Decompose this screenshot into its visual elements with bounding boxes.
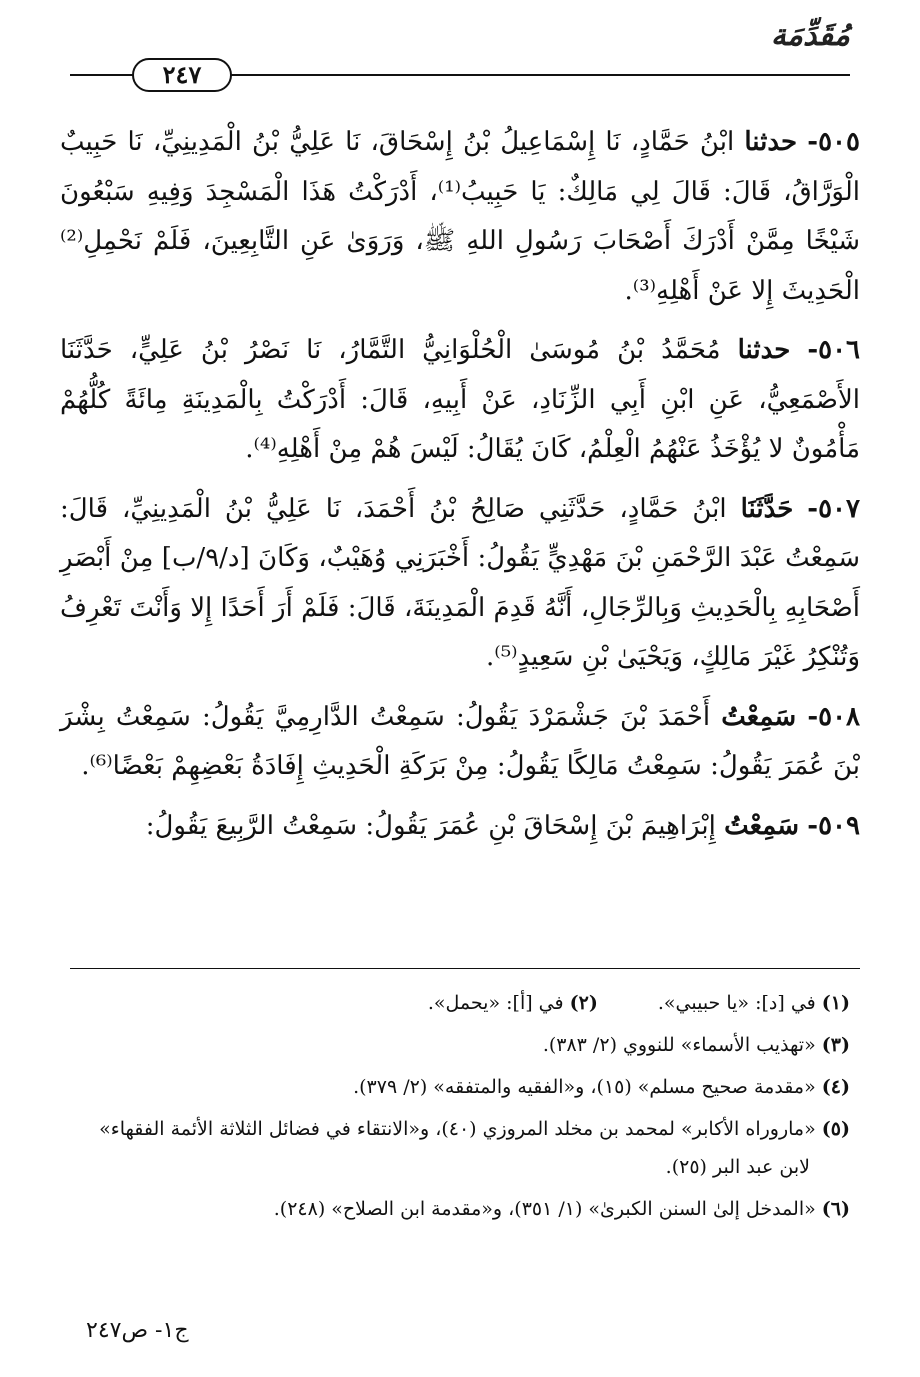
footnote-number: (٦) bbox=[821, 1198, 850, 1220]
narration-509 bbox=[60, 802, 860, 852]
footnote-text: «مقدمة صحيح مسلم» (١٥)، و«الفقيه والمتفقه» (٢/ ٣٧٩). bbox=[353, 1076, 816, 1098]
narration-lead: حَدَّثَنَا bbox=[740, 493, 794, 524]
running-title: مُقَدِّمَة bbox=[770, 18, 850, 53]
footnotes bbox=[60, 984, 850, 1232]
narration-number: ٥٠٧- bbox=[807, 493, 860, 524]
footnote-number: (٢) bbox=[569, 992, 598, 1014]
narration-body: مُحَمَّدُ بْنُ مُوسَىٰ الْحُلْوَانِيُّ التَّمَّارُ، نَا نَصْرُ بْنُ عَلِيٍّ، حَدَّثَنَا الأَصْمَعِيُّ، عَنِ ابْنِ أَبِي الزِّنَادِ، عَنْ أَبِيهِ، قَالَ: أَدْرَكْتُ بِالْمَدِينَةِ مِائَةً كُلُّهُمْ مَأْمُونٌ لا يُؤْخَذُ عَنْهُمُ الْعِلْمُ، كَانَ يُقَالُ: لَيْسَ هُمْ مِنْ أَهْلِهِ⁽⁴⁾. bbox=[60, 335, 860, 464]
narration-body: إِبْرَاهِيمَ بْنَ إِسْحَاقَ بْنِ عُمَرَ يَقُولُ: سَمِعْتُ الرَّبِيعَ يَقُولُ: bbox=[145, 810, 716, 841]
narration-506 bbox=[60, 326, 860, 475]
main-text bbox=[60, 118, 860, 861]
narration-number: ٥٠٥- bbox=[807, 127, 860, 157]
narration-number: ٥٠٩- bbox=[807, 810, 860, 841]
footnote-number: (١) bbox=[821, 992, 850, 1014]
narration-lead: حدثنا bbox=[744, 127, 798, 157]
footnote-2 bbox=[428, 984, 598, 1022]
footnote-text: في [د]: «يا حبيبي». bbox=[657, 992, 816, 1014]
footnote-text: «تهذيب الأسماء» للنووي (٢/ ٣٨٣). bbox=[542, 1034, 816, 1056]
narration-lead: سَمِعْتُ bbox=[724, 810, 800, 841]
footnote-3 bbox=[60, 1026, 850, 1064]
narration-505 bbox=[60, 118, 860, 316]
footnote-text: في [أ]: «يحمل». bbox=[427, 992, 564, 1014]
narration-lead: سَمِعْتُ bbox=[721, 701, 797, 732]
footnote-number: (٤) bbox=[821, 1076, 850, 1098]
page-number-badge: ٢٤٧ bbox=[132, 58, 232, 92]
narration-508 bbox=[60, 693, 860, 792]
footnote-text: «المدخل إلىٰ السنن الكبرىٰ» (١/ ٣٥١)، و«مقدمة ابن الصلاح» (٢٤٨). bbox=[273, 1198, 816, 1220]
narration-507 bbox=[60, 485, 860, 683]
footnote-5 bbox=[60, 1110, 850, 1186]
footnote-6 bbox=[60, 1190, 850, 1228]
footnote-text-continued: لابن عبد البر (٢٥). bbox=[665, 1156, 810, 1178]
narration-lead: حدثنا bbox=[737, 335, 791, 365]
narration-number: ٥٠٨- bbox=[807, 701, 861, 732]
footnote-separator bbox=[70, 968, 860, 969]
narration-body: أَحْمَدَ بْنَ جَشْمَرْدَ يَقُولُ: سَمِعْتُ الدَّارِمِيَّ يَقُولُ: سَمِعْتُ بِشْرَ بْنَ عُمَرَ يَقُولُ: سَمِعْتُ مَالِكًا يَقُولُ: مِنْ بَرَكَةِ الْحَدِيثِ إِفَادَةُ بَعْضِهِمْ بَعْضًا⁽⁶⁾. bbox=[60, 701, 860, 781]
footnote-row bbox=[60, 984, 850, 1026]
footnote-text: «ماروراه الأكابر» لمحمد بن مخلد المروزي (٤٠)، و«الانتقاء في فضائل الثلاثة الأئمة الفقهاء» bbox=[99, 1118, 816, 1140]
footnote-4 bbox=[60, 1068, 850, 1106]
footnote-number: (٥) bbox=[821, 1118, 850, 1140]
folio-reference: ج١- ص٢٤٧ bbox=[86, 1318, 189, 1343]
footnote-1 bbox=[658, 984, 850, 1022]
footnote-number: (٣) bbox=[821, 1034, 850, 1056]
narration-body: ابْنُ حَمَّادٍ، نَا إِسْمَاعِيلُ بْنُ إِسْحَاقَ، نَا عَلِيُّ بْنُ الْمَدِينِيِّ، نَا حَبِيبٌ الْوَرَّاقُ، قَالَ: قَالَ لِي مَالِكٌ: يَا حَبِيبُ⁽¹⁾، أَدْرَكْتُ هَذَا الْمَسْجِدَ وَفِيهِ سَبْعُونَ شَيْخًا مِمَّنْ أَدْرَكَ أَصْحَابَ رَسُولِ اللهِ ﷺ، وَرَوَىٰ عَنِ التَّابِعِينَ، فَلَمْ نَحْمِلِ⁽²⁾ الْحَدِيثَ إِلا عَنْ أَهْلِهِ⁽³⁾. bbox=[60, 127, 861, 306]
narration-body: ابْنُ حَمَّادٍ، حَدَّثَنِي صَالِحُ بْنُ أَحْمَدَ، نَا عَلِيُّ بْنُ الْمَدِينِيِّ، قَالَ: سَمِعْتُ عَبْدَ الرَّحْمَنِ بْنَ مَهْدِيٍّ يَقُولُ: أَخْبَرَنِي وُهَيْبٌ، وَكَانَ [د/٩/ب] مِنْ أَبْصَرِ أَصْحَابِهِ بِالْحَدِيثِ وَبِالرِّجَالِ، أَنَّهُ قَدِمَ الْمَدِينَةَ، قَالَ: فَلَمْ أَرَ أَحَدًا إِلا وَأَنْتَ تَعْرِفُ وَتُنْكِرُ غَيْرَ مَالِكٍ، وَيَحْيَىٰ بْنِ سَعِيدٍ⁽⁵⁾. bbox=[60, 493, 860, 672]
page-header bbox=[70, 18, 850, 98]
narration-number: ٥٠٦- bbox=[807, 335, 861, 365]
